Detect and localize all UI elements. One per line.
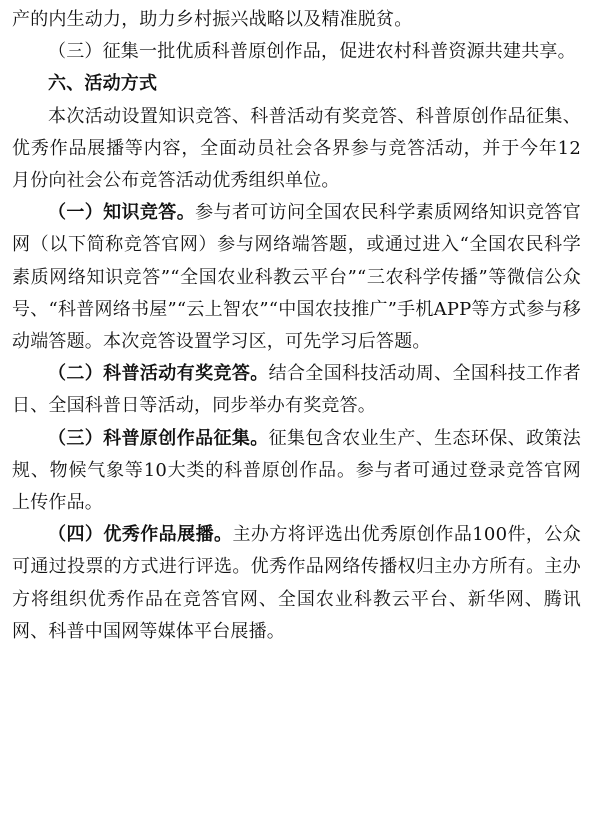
section-heading-activity-method: 六、活动方式 — [48, 73, 158, 95]
subheading-showcase: （四）优秀作品展播。 — [48, 524, 233, 546]
paragraph-continuation — [12, 4, 581, 36]
paragraph-body: 本次活动设置知识竞答、科普活动有奖竞答、科普原创作品征集、优秀作品展播等内容，全面动员社会各界参与竞答活动，并于今年12月份向社会公布竞答活动优秀组织单位。 — [12, 105, 581, 192]
subheading-knowledge-quiz: （一）知识竞答。 — [48, 202, 196, 224]
paragraph-goal-3 — [12, 36, 581, 68]
paragraph-section-intro — [12, 101, 581, 198]
paragraph-prize-quiz — [12, 358, 581, 422]
paragraph-original-works — [12, 423, 581, 520]
paragraph-showcase — [12, 519, 581, 648]
subheading-prize-quiz: （二）科普活动有奖竞答。 — [48, 363, 269, 385]
paragraph-body: 征集包含农业生产、生态环保、政策法规、物候气象等10大类的科普原创作品。参与者可通过登录竞答官网上传作品。 — [12, 427, 581, 514]
paragraph-body: （三）征集一批优质科普原创作品，促进农村科普资源共建共享。 — [48, 41, 576, 63]
paragraph-body: 产的内生动力，助力乡村振兴战略以及精准脱贫。 — [12, 9, 413, 30]
paragraph-body: 主办方将评选出优秀原创作品100件，公众可通过投票的方式进行评选。优秀作品网络传播权归主办方所有。主办方将组织优秀作品在竞答官网、全国农业科教云平台、新华网、腾讯网、科普中国网等媒体平台展播。 — [12, 524, 582, 642]
paragraph-knowledge-quiz — [12, 197, 581, 358]
subheading-original-works: （三）科普原创作品征集。 — [48, 427, 269, 449]
paragraph-body: 结合全国科技活动周、全国科技工作者日、全国科普日等活动，同步举办有奖竞答。 — [12, 363, 581, 417]
paragraph-body: 参与者可访问全国农民科学素质网络知识竞答官网（以下简称竞答官网）参与网络端答题，或通过进入“全国农民科学素质网络知识竞答”“全国农业科教云平台”“三农科学传播”等微信公众号、“科普网络书屋”“云上智农”“中国农技推广”手机APP等方式参与移动端答题。本次竞答设置学习区，可先学习后答题。 — [12, 202, 581, 353]
